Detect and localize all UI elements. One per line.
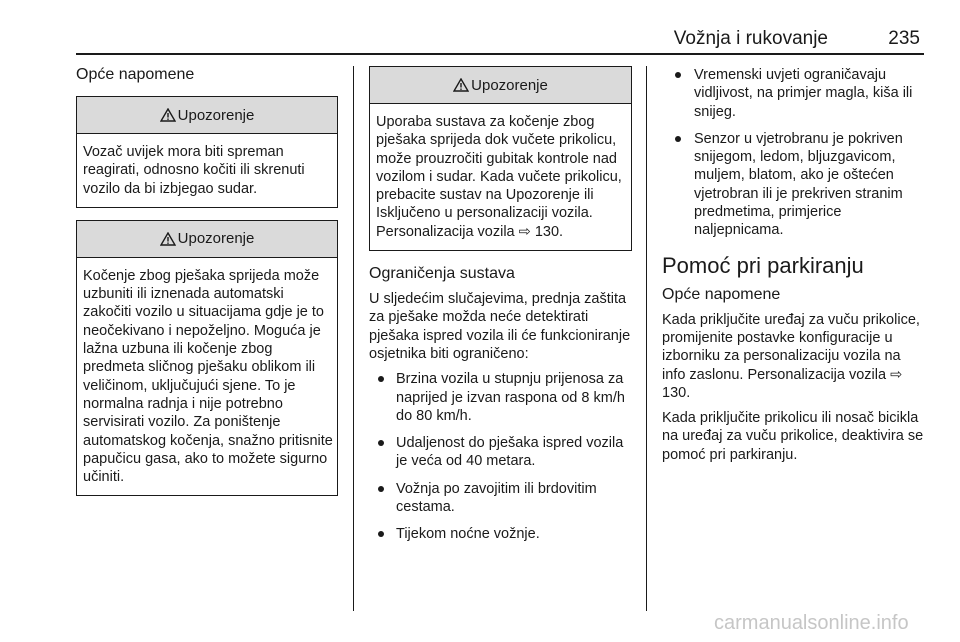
warning-triangle-icon — [453, 78, 469, 92]
cross-reference: Personalizacija vozila ⇨ 130. — [376, 223, 564, 240]
section-heading: Ograničenja sustava — [369, 265, 515, 283]
list-item-text: Vremenski uvjeti ograničavaju vidljivost, na primjer magla, kiša ili snijeg. — [694, 67, 913, 120]
list-item — [369, 525, 632, 543]
column-divider — [646, 66, 647, 611]
bullet-icon — [675, 136, 681, 142]
bullet-icon — [378, 440, 384, 446]
warning-triangle-icon — [160, 232, 176, 246]
warning-title: Upozorenje — [177, 230, 255, 248]
warning-box — [369, 66, 632, 251]
column-divider — [353, 66, 354, 611]
column-1 — [76, 66, 338, 508]
warning-header — [77, 97, 337, 134]
bullet-icon — [378, 531, 384, 537]
watermark: carmanualsonline.info — [714, 612, 909, 634]
bullet-icon — [378, 486, 384, 492]
list-item-text: Udaljenost do pješaka ispred vozila je veća od 40 metara. — [396, 435, 624, 470]
chapter-title: Vožnja i rukovanje — [673, 28, 828, 49]
bullet-icon — [378, 376, 384, 382]
intro-paragraph: U sljedećim slučajevima, prednja zaštita za pješake možda neće detektirati pješaka ispred vozila ili će funkcioniranje osjetnika biti ograničeno: — [369, 291, 631, 362]
bullet-icon — [675, 72, 681, 78]
limitations-list — [369, 370, 632, 543]
list-item — [662, 130, 927, 240]
warning-title: Upozorenje — [471, 76, 548, 94]
column-2 — [369, 66, 632, 553]
list-item-text: Brzina vozila u stupnju prijenosa za naprijed je izvan raspona od 8 km/h do 80 km/h. — [396, 371, 625, 424]
warning-triangle-icon — [160, 108, 176, 122]
list-item-text: Senzor u vjetrobranu je pokriven snijegom, ledom, bljuzgavicom, muljem, blatom, ako je oštećen vjetrobran ili je prekriven stranim predmetima, primjerice naljepnicama. — [694, 130, 903, 239]
warning-text: Vozač uvijek mora biti spreman reagirati, odnosno kočiti ili skrenuti vozilo da bi izbjegao sudar. — [83, 144, 305, 197]
column-3 — [662, 66, 927, 471]
paragraph: Kada priključite prikolicu ili nosač bicikla na uređaj za vuču prikolice, deaktivira se pomoć pri parkiranju. — [662, 410, 924, 463]
section-title: Pomoć pri parkiranju — [662, 252, 864, 278]
warning-content — [370, 104, 631, 250]
list-item-text: Vožnja po zavojitim ili brdovitim cestama. — [396, 480, 597, 516]
section-heading: Opće napomene — [76, 66, 195, 83]
warning-box — [76, 96, 338, 208]
warning-box — [76, 220, 338, 497]
warning-title: Upozorenje — [177, 106, 255, 124]
sub-heading: Opće napomene — [662, 285, 781, 303]
page-number: 235 — [888, 28, 920, 49]
paragraph: Kada priključite uređaj za vuču prikolice, promijenite postavke konfiguracije u izborniku za personalizaciju vozila na info zaslonu. Personalizacija vozila ⇨ 130. — [662, 311, 920, 401]
list-item — [369, 370, 632, 425]
limitations-list-continued — [662, 66, 927, 240]
list-item — [369, 434, 632, 471]
list-item — [662, 66, 927, 121]
warning-text: Uporaba sustava za kočenje zbog pješaka sprijeda dok vučete prikolicu, može prouzročiti gubitak kontrole nad vozilom i sudar. Kada vučete prikolicu, prebacite sustav na Upozorenje ili Isključeno u personalizaciji vozila. — [376, 114, 622, 222]
warning-header — [370, 67, 631, 104]
page-header — [76, 26, 924, 55]
list-item — [369, 480, 632, 517]
list-item-text: Tijekom noćne vožnje. — [396, 526, 540, 543]
warning-text: Kočenje zbog pješaka sprijeda može uzbuniti ili iznenada automatski zakočiti vozilo u situacijama gdje je to neočekivano i nepoželjno. Moguća je lažna uzbuna ili kočenje zbog predmeta sličnog pješaku oblikom ili veličinom, uključujući sjene. To je normalna radnja i nije potrebno servisirati vozilo. Za poništenje automatskog kočenja, snažno pritisnite papučicu gasa, ako to možete sigurno učiniti. — [83, 267, 333, 486]
warning-header — [77, 221, 337, 258]
